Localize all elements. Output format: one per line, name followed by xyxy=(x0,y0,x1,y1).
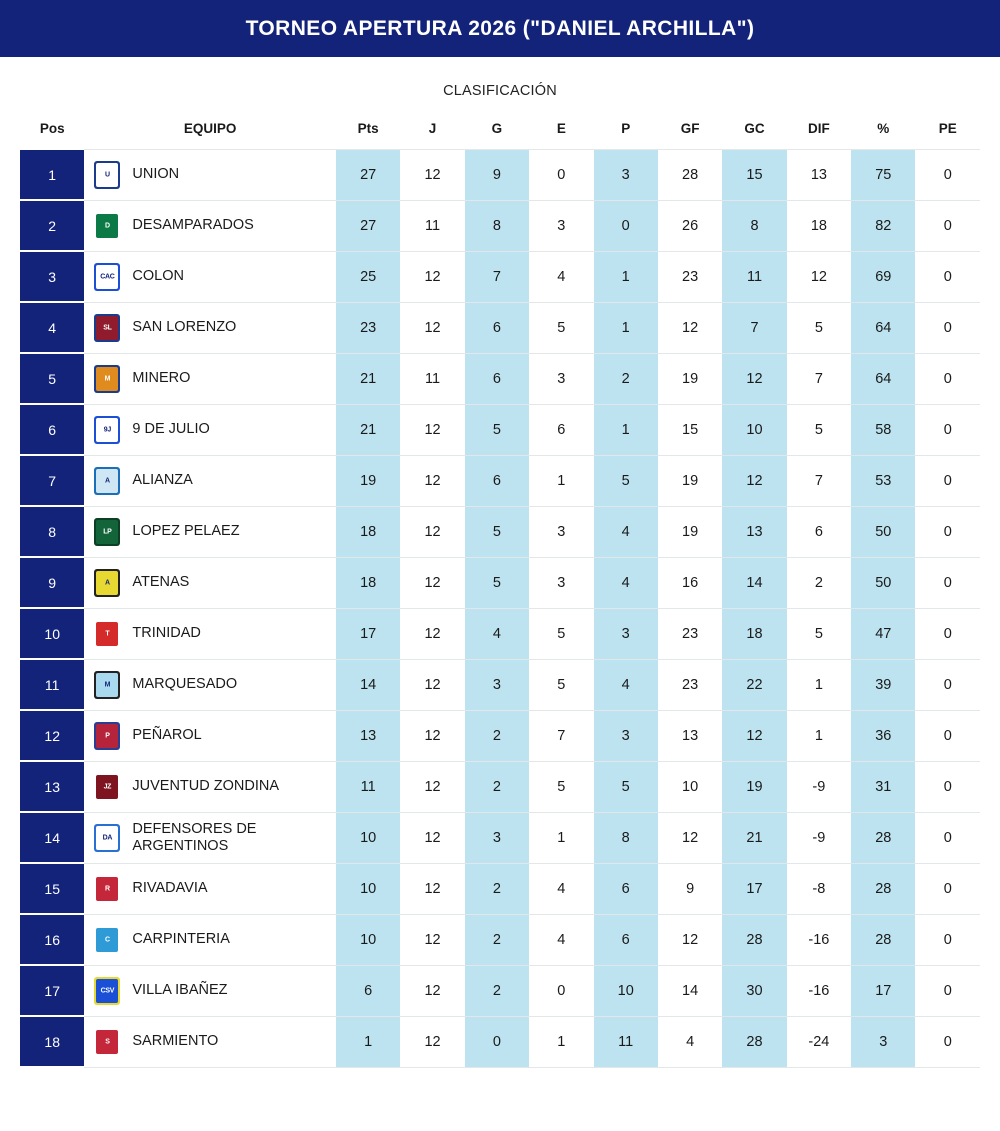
section-subtitle: CLASIFICACIÓN xyxy=(443,83,557,99)
row-e: 5 xyxy=(529,659,593,710)
crest-carpinteria-icon: C xyxy=(94,926,120,954)
page-content xyxy=(0,57,1000,1108)
row-gc: 28 xyxy=(722,1016,786,1067)
page-title: TORNEO APERTURA 2026 ("DANIEL ARCHILLA") xyxy=(245,16,755,40)
row-pct: 39 xyxy=(851,659,915,710)
row-pct: 64 xyxy=(851,302,915,353)
row-j: 12 xyxy=(400,761,464,812)
row-gc: 7 xyxy=(722,302,786,353)
table-row[interactable] xyxy=(20,863,980,914)
row-p: 3 xyxy=(594,149,658,200)
table-row[interactable] xyxy=(20,302,980,353)
team-name: JUVENTUD ZONDINA xyxy=(132,778,280,795)
crest-villa-ibanez-icon: CSV xyxy=(94,977,120,1005)
row-pts: 1 xyxy=(336,1016,400,1067)
team-name: ALIANZA xyxy=(132,472,193,489)
row-pe: 0 xyxy=(915,659,980,710)
row-team xyxy=(84,557,336,608)
crest-9-de-julio-icon: 9J xyxy=(94,416,120,444)
row-e: 6 xyxy=(529,404,593,455)
row-gf: 26 xyxy=(658,200,722,251)
row-g: 9 xyxy=(465,149,529,200)
row-team xyxy=(84,251,336,302)
row-pts: 19 xyxy=(336,455,400,506)
row-e: 1 xyxy=(529,1016,593,1067)
crest-sarmiento-icon: S xyxy=(94,1028,120,1056)
row-pe: 0 xyxy=(915,812,980,863)
row-pct: 36 xyxy=(851,710,915,761)
table-row[interactable] xyxy=(20,149,980,200)
row-position: 11 xyxy=(20,659,84,710)
table-body xyxy=(20,149,980,1067)
crest-atenas-icon: A xyxy=(94,569,120,597)
row-pe: 0 xyxy=(915,965,980,1016)
row-pts: 13 xyxy=(336,710,400,761)
row-gc: 12 xyxy=(722,353,786,404)
row-e: 3 xyxy=(529,200,593,251)
table-row[interactable] xyxy=(20,914,980,965)
row-pe: 0 xyxy=(915,302,980,353)
row-g: 8 xyxy=(465,200,529,251)
row-g: 2 xyxy=(465,710,529,761)
row-j: 12 xyxy=(400,965,464,1016)
row-p: 2 xyxy=(594,353,658,404)
team-name: DEFENSORES DE ARGENTINOS xyxy=(132,820,257,854)
crest-rivadavia-icon: R xyxy=(94,875,120,903)
row-e: 5 xyxy=(529,302,593,353)
table-row[interactable] xyxy=(20,965,980,1016)
team-name: RIVADAVIA xyxy=(132,880,208,897)
crest-defensores-icon: DA xyxy=(94,824,120,852)
row-g: 3 xyxy=(465,659,529,710)
row-pts: 11 xyxy=(336,761,400,812)
row-pts: 25 xyxy=(336,251,400,302)
table-row[interactable] xyxy=(20,251,980,302)
row-team xyxy=(84,455,336,506)
row-dif: -16 xyxy=(787,914,851,965)
row-j: 12 xyxy=(400,251,464,302)
crest-san-lorenzo-icon: SL xyxy=(94,314,120,342)
row-gc: 30 xyxy=(722,965,786,1016)
row-gf: 19 xyxy=(658,455,722,506)
row-e: 4 xyxy=(529,251,593,302)
row-pct: 64 xyxy=(851,353,915,404)
row-p: 4 xyxy=(594,659,658,710)
crest-juventud-icon: JZ xyxy=(94,773,120,801)
row-p: 3 xyxy=(594,608,658,659)
row-pts: 6 xyxy=(336,965,400,1016)
row-pct: 17 xyxy=(851,965,915,1016)
row-dif: 1 xyxy=(787,710,851,761)
row-e: 5 xyxy=(529,608,593,659)
table-row[interactable] xyxy=(20,608,980,659)
row-gf: 12 xyxy=(658,914,722,965)
row-position: 4 xyxy=(20,302,84,353)
row-j: 12 xyxy=(400,404,464,455)
row-gf: 19 xyxy=(658,353,722,404)
row-pts: 18 xyxy=(336,557,400,608)
row-gf: 12 xyxy=(658,812,722,863)
row-dif: -9 xyxy=(787,812,851,863)
row-pct: 28 xyxy=(851,812,915,863)
row-position: 14 xyxy=(20,812,84,863)
row-gc: 11 xyxy=(722,251,786,302)
row-pct: 82 xyxy=(851,200,915,251)
row-p: 0 xyxy=(594,200,658,251)
table-header xyxy=(20,115,980,149)
row-team xyxy=(84,149,336,200)
row-g: 6 xyxy=(465,455,529,506)
row-pct: 3 xyxy=(851,1016,915,1067)
row-e: 1 xyxy=(529,455,593,506)
footer-spacer xyxy=(20,1068,980,1108)
crest-desamparados-icon: D xyxy=(94,212,120,240)
team-name: VILLA IBAÑEZ xyxy=(132,982,228,999)
row-gf: 12 xyxy=(658,302,722,353)
row-e: 4 xyxy=(529,914,593,965)
row-gc: 22 xyxy=(722,659,786,710)
row-p: 6 xyxy=(594,863,658,914)
row-gc: 15 xyxy=(722,149,786,200)
row-e: 7 xyxy=(529,710,593,761)
crest-lopez-pelaez-icon: LP xyxy=(94,518,120,546)
row-position: 6 xyxy=(20,404,84,455)
row-j: 12 xyxy=(400,608,464,659)
row-g: 0 xyxy=(465,1016,529,1067)
row-pts: 17 xyxy=(336,608,400,659)
standings-table xyxy=(20,115,980,1068)
crest-penarol-icon: P xyxy=(94,722,120,750)
row-gc: 28 xyxy=(722,914,786,965)
team-name: SAN LORENZO xyxy=(132,319,237,336)
row-e: 3 xyxy=(529,557,593,608)
row-g: 2 xyxy=(465,863,529,914)
column-header-pos: Pos xyxy=(39,121,65,136)
row-gc: 21 xyxy=(722,812,786,863)
column-header-pct: % xyxy=(877,121,890,137)
row-e: 4 xyxy=(529,863,593,914)
row-dif: 6 xyxy=(787,506,851,557)
row-pe: 0 xyxy=(915,761,980,812)
row-pe: 0 xyxy=(915,149,980,200)
row-gc: 10 xyxy=(722,404,786,455)
row-gc: 17 xyxy=(722,863,786,914)
row-team xyxy=(84,914,336,965)
team-name: MARQUESADO xyxy=(132,676,238,693)
row-pe: 0 xyxy=(915,353,980,404)
team-name: TRINIDAD xyxy=(132,625,201,642)
row-pts: 10 xyxy=(336,914,400,965)
row-g: 6 xyxy=(465,353,529,404)
column-header-pe: PE xyxy=(938,121,957,137)
row-p: 11 xyxy=(594,1016,658,1067)
row-position: 18 xyxy=(20,1016,84,1067)
row-p: 4 xyxy=(594,557,658,608)
row-j: 11 xyxy=(400,200,464,251)
row-gc: 13 xyxy=(722,506,786,557)
column-header-gf: GF xyxy=(680,121,700,137)
row-e: 1 xyxy=(529,812,593,863)
row-pct: 50 xyxy=(851,506,915,557)
row-gc: 12 xyxy=(722,710,786,761)
row-team xyxy=(84,353,336,404)
row-pe: 0 xyxy=(915,404,980,455)
row-position: 8 xyxy=(20,506,84,557)
row-gf: 19 xyxy=(658,506,722,557)
row-team xyxy=(84,710,336,761)
row-p: 3 xyxy=(594,710,658,761)
column-header-gc: GC xyxy=(744,121,765,137)
row-pct: 28 xyxy=(851,914,915,965)
row-position: 7 xyxy=(20,455,84,506)
table-row[interactable] xyxy=(20,404,980,455)
table-row[interactable] xyxy=(20,710,980,761)
row-pts: 27 xyxy=(336,149,400,200)
row-dif: 5 xyxy=(787,302,851,353)
row-pe: 0 xyxy=(915,200,980,251)
row-g: 5 xyxy=(465,404,529,455)
row-position: 17 xyxy=(20,965,84,1016)
row-position: 5 xyxy=(20,353,84,404)
row-g: 3 xyxy=(465,812,529,863)
column-header-g: G xyxy=(491,121,503,137)
table-header-row xyxy=(20,115,980,149)
table-row[interactable] xyxy=(20,1016,980,1067)
row-dif: 12 xyxy=(787,251,851,302)
row-pe: 0 xyxy=(915,1016,980,1067)
row-gf: 28 xyxy=(658,149,722,200)
row-g: 6 xyxy=(465,302,529,353)
table-row[interactable] xyxy=(20,812,980,863)
table-row[interactable] xyxy=(20,659,980,710)
team-name: CARPINTERIA xyxy=(132,931,230,948)
row-e: 5 xyxy=(529,761,593,812)
row-pct: 50 xyxy=(851,557,915,608)
row-dif: 7 xyxy=(787,353,851,404)
row-j: 12 xyxy=(400,812,464,863)
row-pts: 27 xyxy=(336,200,400,251)
row-j: 12 xyxy=(400,455,464,506)
row-dif: 7 xyxy=(787,455,851,506)
row-dif: -16 xyxy=(787,965,851,1016)
table-row[interactable] xyxy=(20,455,980,506)
row-team xyxy=(84,302,336,353)
row-j: 12 xyxy=(400,149,464,200)
team-name: 9 DE JULIO xyxy=(132,421,210,438)
row-pts: 18 xyxy=(336,506,400,557)
team-name: ATENAS xyxy=(132,574,190,591)
table-row[interactable] xyxy=(20,200,980,251)
row-dif: -9 xyxy=(787,761,851,812)
row-pts: 21 xyxy=(336,353,400,404)
row-dif: 5 xyxy=(787,404,851,455)
row-dif: 18 xyxy=(787,200,851,251)
team-name: MINERO xyxy=(132,370,191,387)
row-team xyxy=(84,761,336,812)
row-position: 10 xyxy=(20,608,84,659)
row-pts: 21 xyxy=(336,404,400,455)
row-gf: 23 xyxy=(658,251,722,302)
row-pct: 58 xyxy=(851,404,915,455)
row-dif: -8 xyxy=(787,863,851,914)
row-p: 6 xyxy=(594,914,658,965)
row-p: 5 xyxy=(594,455,658,506)
row-j: 12 xyxy=(400,557,464,608)
row-position: 15 xyxy=(20,863,84,914)
row-j: 12 xyxy=(400,710,464,761)
row-j: 12 xyxy=(400,659,464,710)
row-gc: 12 xyxy=(722,455,786,506)
crest-alianza-icon: A xyxy=(94,467,120,495)
row-p: 1 xyxy=(594,251,658,302)
row-team xyxy=(84,404,336,455)
team-name: DESAMPARADOS xyxy=(132,217,254,234)
page-header xyxy=(0,0,1000,57)
team-name: SARMIENTO xyxy=(132,1033,219,1050)
row-gf: 9 xyxy=(658,863,722,914)
row-pts: 23 xyxy=(336,302,400,353)
row-e: 0 xyxy=(529,149,593,200)
row-pe: 0 xyxy=(915,608,980,659)
row-dif: 13 xyxy=(787,149,851,200)
row-g: 2 xyxy=(465,761,529,812)
row-position: 9 xyxy=(20,557,84,608)
row-j: 12 xyxy=(400,863,464,914)
row-j: 12 xyxy=(400,1016,464,1067)
row-p: 1 xyxy=(594,302,658,353)
column-header-dif: DIF xyxy=(808,121,830,137)
row-p: 1 xyxy=(594,404,658,455)
row-gf: 23 xyxy=(658,659,722,710)
row-gf: 14 xyxy=(658,965,722,1016)
row-j: 12 xyxy=(400,302,464,353)
row-pct: 28 xyxy=(851,863,915,914)
column-header-pts: Pts xyxy=(357,121,379,137)
row-gf: 23 xyxy=(658,608,722,659)
team-name: LOPEZ PELAEZ xyxy=(132,523,240,540)
crest-trinidad-icon: T xyxy=(94,620,120,648)
row-g: 2 xyxy=(465,914,529,965)
row-gf: 10 xyxy=(658,761,722,812)
row-team xyxy=(84,812,336,863)
row-g: 7 xyxy=(465,251,529,302)
row-position: 2 xyxy=(20,200,84,251)
row-gc: 8 xyxy=(722,200,786,251)
row-p: 5 xyxy=(594,761,658,812)
row-pe: 0 xyxy=(915,863,980,914)
team-name: UNION xyxy=(132,166,180,183)
crest-minero-icon: M xyxy=(94,365,120,393)
row-team xyxy=(84,965,336,1016)
row-pts: 10 xyxy=(336,812,400,863)
row-pct: 75 xyxy=(851,149,915,200)
row-g: 5 xyxy=(465,557,529,608)
row-gf: 15 xyxy=(658,404,722,455)
row-position: 12 xyxy=(20,710,84,761)
row-team xyxy=(84,608,336,659)
row-team xyxy=(84,200,336,251)
column-header-p: P xyxy=(621,121,631,137)
row-g: 2 xyxy=(465,965,529,1016)
row-pts: 14 xyxy=(336,659,400,710)
row-e: 3 xyxy=(529,506,593,557)
row-j: 12 xyxy=(400,506,464,557)
row-team xyxy=(84,863,336,914)
row-pct: 69 xyxy=(851,251,915,302)
team-name: COLON xyxy=(132,268,184,285)
row-gc: 19 xyxy=(722,761,786,812)
row-p: 4 xyxy=(594,506,658,557)
row-j: 12 xyxy=(400,914,464,965)
row-position: 1 xyxy=(20,149,84,200)
row-gc: 18 xyxy=(722,608,786,659)
row-j: 11 xyxy=(400,353,464,404)
table-row[interactable] xyxy=(20,353,980,404)
row-pct: 47 xyxy=(851,608,915,659)
row-p: 10 xyxy=(594,965,658,1016)
row-pe: 0 xyxy=(915,914,980,965)
column-header-j: J xyxy=(428,121,437,137)
row-g: 4 xyxy=(465,608,529,659)
row-dif: 5 xyxy=(787,608,851,659)
row-dif: -24 xyxy=(787,1016,851,1067)
row-e: 0 xyxy=(529,965,593,1016)
row-gf: 16 xyxy=(658,557,722,608)
table-row[interactable] xyxy=(20,557,980,608)
table-row[interactable] xyxy=(20,761,980,812)
row-g: 5 xyxy=(465,506,529,557)
crest-colon-icon: CAC xyxy=(94,263,120,291)
row-pe: 0 xyxy=(915,455,980,506)
row-team xyxy=(84,506,336,557)
row-position: 13 xyxy=(20,761,84,812)
row-p: 8 xyxy=(594,812,658,863)
row-position: 16 xyxy=(20,914,84,965)
crest-union-icon: U xyxy=(94,161,120,189)
row-pct: 31 xyxy=(851,761,915,812)
row-dif: 2 xyxy=(787,557,851,608)
crest-marquesado-icon: M xyxy=(94,671,120,699)
column-header-e: E xyxy=(556,121,566,137)
table-row[interactable] xyxy=(20,506,980,557)
row-pe: 0 xyxy=(915,506,980,557)
row-team xyxy=(84,659,336,710)
row-pts: 10 xyxy=(336,863,400,914)
row-e: 3 xyxy=(529,353,593,404)
column-header-equipo: EQUIPO xyxy=(183,121,237,137)
row-gf: 13 xyxy=(658,710,722,761)
row-dif: 1 xyxy=(787,659,851,710)
row-team xyxy=(84,1016,336,1067)
row-position: 3 xyxy=(20,251,84,302)
row-pe: 0 xyxy=(915,710,980,761)
row-pct: 53 xyxy=(851,455,915,506)
team-name: PEÑAROL xyxy=(132,727,202,744)
row-gf: 4 xyxy=(658,1016,722,1067)
row-pe: 0 xyxy=(915,557,980,608)
row-pe: 0 xyxy=(915,251,980,302)
row-gc: 14 xyxy=(722,557,786,608)
